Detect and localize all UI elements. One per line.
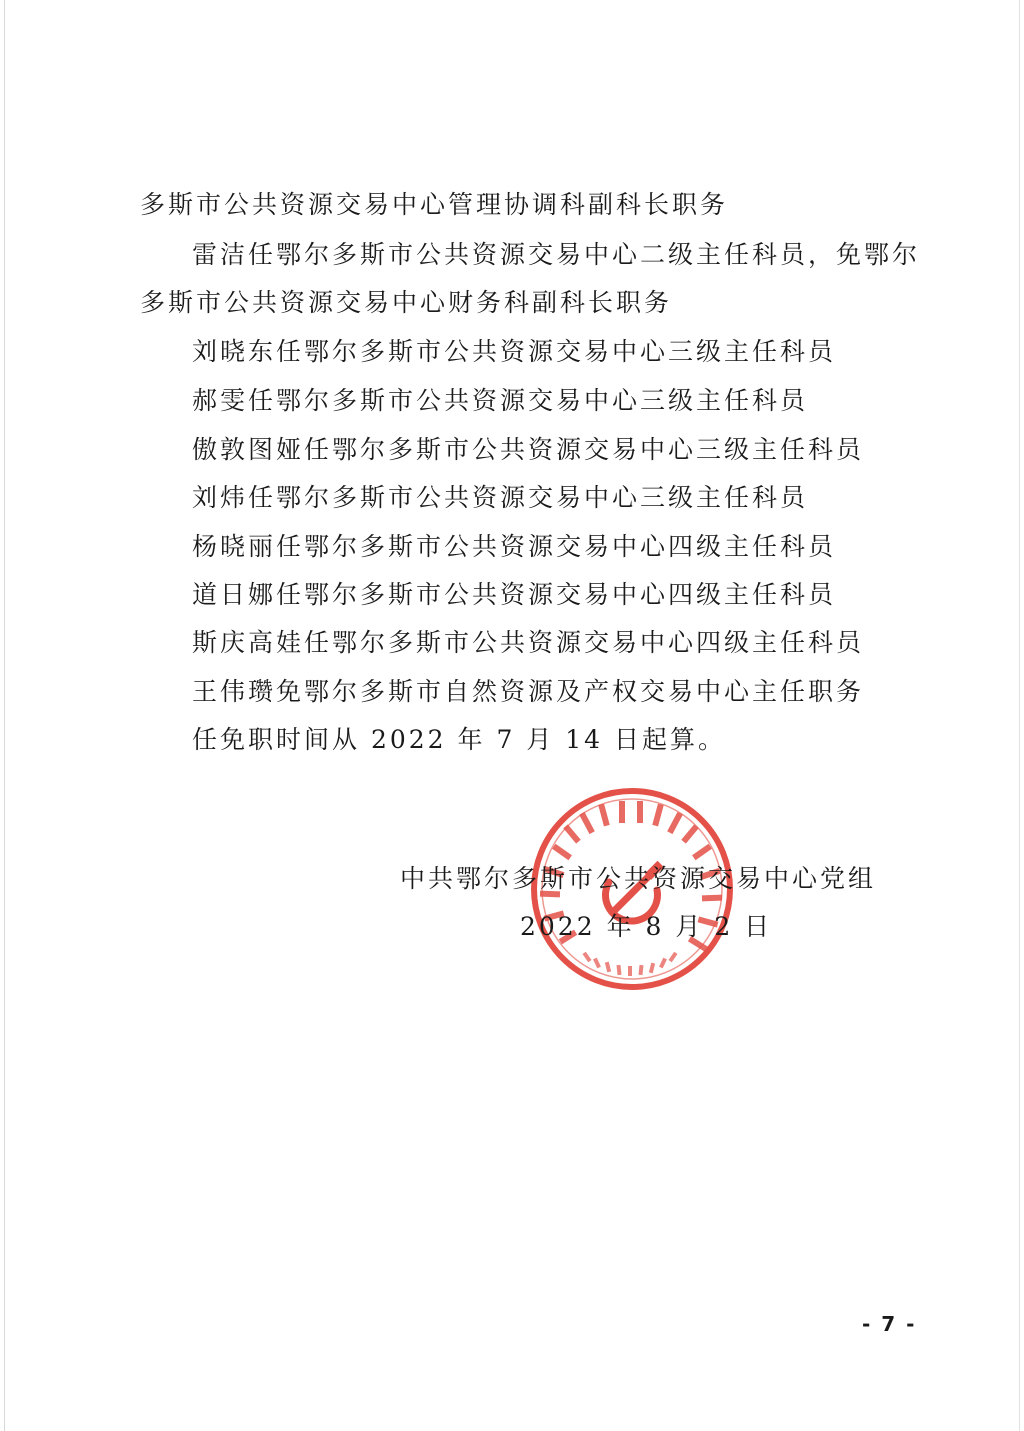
page-edge-left [4,0,5,1431]
body-line-4: 刘晓东任鄂尔多斯市公共资源交易中心三级主任科员 [192,337,837,366]
body-line-6: 傲敦图娅任鄂尔多斯市公共资源交易中心三级主任科员 [192,435,865,464]
body-line-7: 刘炜任鄂尔多斯市公共资源交易中心三级主任科员 [192,483,809,512]
signature-date: 2022 年 8 月 2 日 [520,912,773,941]
signature-organization: 中共鄂尔多斯市公共资源交易中心党组 [400,864,877,893]
body-line-3: 多斯市公共资源交易中心财务科副科长职务 [140,288,673,317]
body-line-10: 斯庆高娃任鄂尔多斯市公共资源交易中心四级主任科员 [192,628,865,657]
body-line-5: 郝雯任鄂尔多斯市公共资源交易中心三级主任科员 [192,386,809,415]
page-number: - 7 - [862,1312,917,1336]
body-line-2: 雷洁任鄂尔多斯市公共资源交易中心二级主任科员，免鄂尔 [192,240,921,269]
body-line-8: 杨晓丽任鄂尔多斯市公共资源交易中心四级主任科员 [192,532,837,561]
body-line-11: 王伟瓒免鄂尔多斯市自然资源及产权交易中心主任职务 [192,677,865,706]
body-line-9: 道日娜任鄂尔多斯市公共资源交易中心四级主任科员 [192,580,837,609]
page-edge-right [1019,0,1020,1431]
body-line-12: 任免职时间从 2022 年 7 月 14 日起算。 [192,725,727,754]
body-line-1: 多斯市公共资源交易中心管理协调科副科长职务 [140,190,729,219]
